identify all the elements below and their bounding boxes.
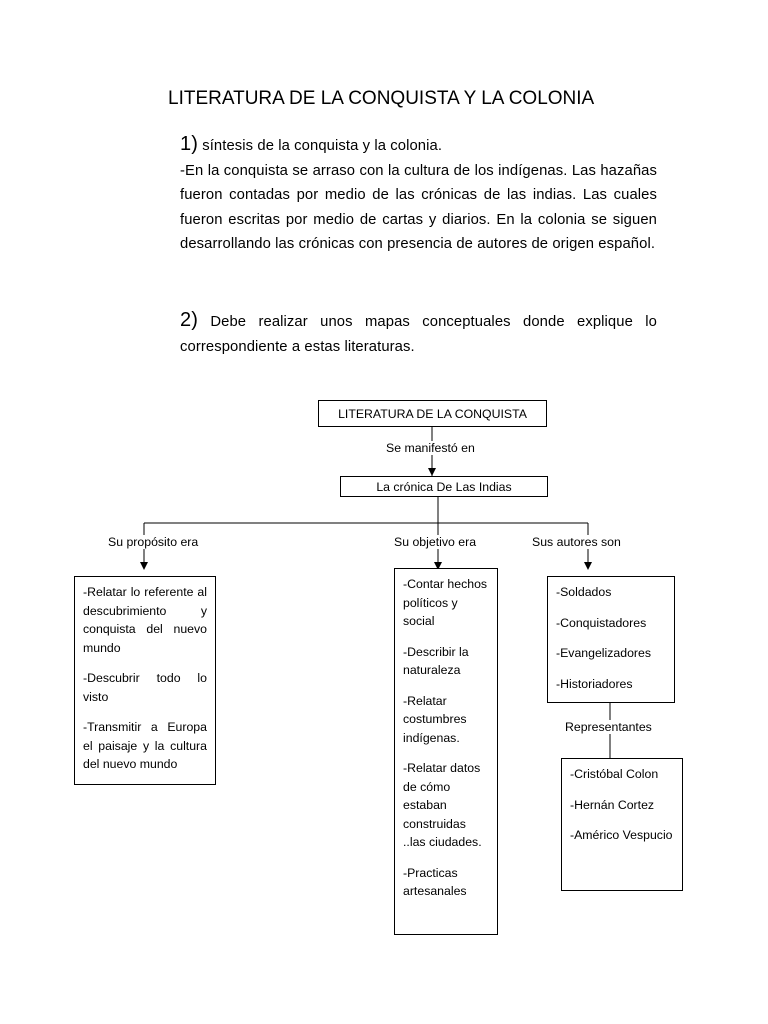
objective-box xyxy=(394,568,498,935)
representatives-label: Representantes xyxy=(565,720,652,734)
section-1-number: 1) xyxy=(180,133,198,155)
list-item: -Practicas artesanales xyxy=(403,865,467,898)
section-1-body: -En la conquista se arraso con la cultura de los indígenas. Las hazañas fueron contadas por medio de las crónicas de las indias. Las cuales fueron escritas por medio de cartas y diarios. En la colonia se siguen desarrollando las crónicas con presencia de autores de origen español. xyxy=(180,162,657,252)
list-item: -Historiadores xyxy=(556,676,633,691)
page-title: LITERATURA DE LA CONQUISTA Y LA COLONIA xyxy=(168,88,595,109)
list-item: -Contar hechos políticos y social xyxy=(403,577,488,628)
branch-label-objective: Su objetivo era xyxy=(394,535,477,549)
list-item: -Américo Vespucio xyxy=(570,828,673,842)
list-item: -Evangelizadores xyxy=(556,646,652,660)
list-item: -Describir la naturaleza xyxy=(403,644,469,677)
list-item: -Relatar datos de cómo estaban construidas ..las ciudades. xyxy=(403,761,482,849)
map-root-node xyxy=(318,400,547,427)
branch-label-purpose: Su propósito era xyxy=(108,535,199,549)
section-1-heading: síntesis de la conquista y la colonia. xyxy=(202,138,443,154)
list-item: -Relatar costumbres indígenas. xyxy=(403,693,467,745)
purpose-box xyxy=(74,576,216,785)
list-item: -Conquistadores xyxy=(556,615,647,630)
map-chronicle-label: La crónica De Las Indias xyxy=(376,479,512,494)
section-2-body: Debe realizar unos mapas conceptuales donde explique lo correspondiente a estas literaturas. xyxy=(180,314,657,355)
authors-box xyxy=(547,576,675,703)
map-connector-label: Se manifestó en xyxy=(386,441,475,455)
representatives-box xyxy=(561,758,683,891)
map-chronicle-node xyxy=(340,476,548,497)
list-item: -Cristóbal Colon xyxy=(570,767,659,781)
list-item: -Transmitir a Europa el paisaje y la cultura del nuevo mundo xyxy=(83,720,207,771)
list-item: -Relatar lo referente al descubrimiento y conquista del nuevo mundo xyxy=(83,585,207,655)
map-root-label: LITERATURA DE LA CONQUISTA xyxy=(338,406,527,421)
section-2-number: 2) xyxy=(180,309,198,331)
list-item: -Descubrir todo lo visto xyxy=(83,671,207,704)
list-item: -Hernán Cortez xyxy=(570,797,655,812)
branch-label-authors: Sus autores son xyxy=(532,535,621,549)
list-item: -Soldados xyxy=(556,585,612,599)
